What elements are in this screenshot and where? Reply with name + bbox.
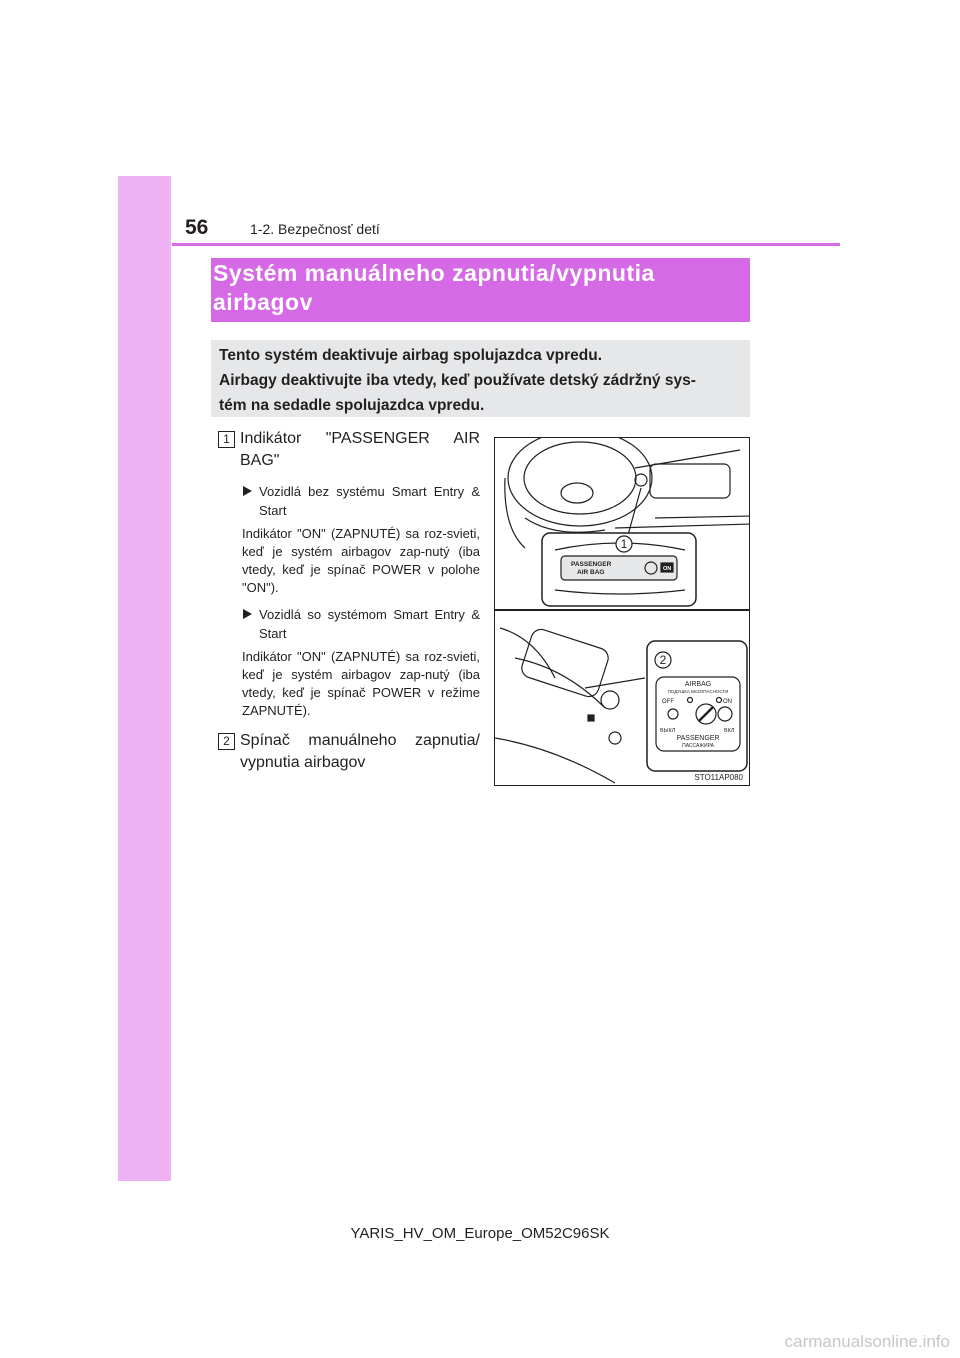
running-head: 1-2. Bezpečnosť detí <box>250 221 380 237</box>
indicator-label-passenger: PASSENGER <box>571 561 612 568</box>
switch-airbag-label: AIRBAG <box>684 681 712 688</box>
figure-code: STO11AP080 <box>694 773 743 782</box>
switch-on-label: ON <box>723 699 732 705</box>
list-item <box>218 730 480 774</box>
intro-text: Tento systém deaktivuje airbag spolujazdca vpredu. Airbagy deaktivujte iba vtedy, keď používate detský zádržný sys- tém na sedadle spolujazdca vpredu. <box>219 347 696 414</box>
indicator-label-airbag: AIR BAG <box>577 569 605 576</box>
callout-1: 1 <box>620 537 628 551</box>
item-list <box>218 428 480 774</box>
switch-off-label: OFF <box>662 699 674 705</box>
sub-item-body: Indikátor "ON" (ZAPNUTÉ) sa roz-svieti, keď je systém airbagov zap-nutý (iba vtedy, keď je spínač POWER v režime ZAPNUTÉ). <box>242 649 480 718</box>
section-title: Systém manuálneho zapnutia/vypnutia airbagov <box>213 260 655 315</box>
switch-ru-top-label: ПОДУШКА БЕЗОПАСНОСТИ <box>667 689 729 694</box>
airbag-illustration <box>494 437 750 786</box>
figure-divider <box>495 609 750 611</box>
item-title: Spínač manuálneho zapnutia/ vypnutia airbagov <box>240 732 480 771</box>
callout-2: 2 <box>659 653 667 667</box>
switch-ru-bottom-label: ПАССАЖИРА <box>682 743 714 749</box>
item-title: Indikátor "PASSENGER AIR BAG" <box>240 430 480 469</box>
list-item <box>218 428 480 472</box>
page-number: 56 <box>185 216 209 239</box>
watermark: carmanualsonline.info <box>784 1332 950 1351</box>
side-tab <box>118 176 171 1181</box>
dashboard-drawing <box>495 438 750 786</box>
indicator-on-label: ON <box>663 566 672 572</box>
sub-item: Vozidlá bez systému Smart Entry & Start <box>242 482 480 520</box>
triangle-bullet-icon <box>243 609 252 619</box>
item-number-badge: 2 <box>218 733 235 750</box>
switch-vykl-label: ВЫКЛ <box>660 728 676 734</box>
triangle-bullet-icon <box>243 486 252 496</box>
sub-item-body: Indikátor "ON" (ZAPNUTÉ) sa roz-svieti, keď je systém airbagov zap-nutý (iba vtedy, keď je spínač POWER v polohe "ON"). <box>242 526 480 595</box>
switch-passenger-label: PASSENGER <box>676 735 720 742</box>
sub-item: Vozidlá so systémom Smart Entry & Start <box>242 605 480 643</box>
switch-vkl-label: ВКЛ <box>724 728 735 734</box>
header-rule <box>172 243 840 246</box>
item-number-badge: 1 <box>218 431 235 448</box>
footer-doc-id: YARIS_HV_OM_Europe_OM52C96SK <box>350 1225 610 1242</box>
